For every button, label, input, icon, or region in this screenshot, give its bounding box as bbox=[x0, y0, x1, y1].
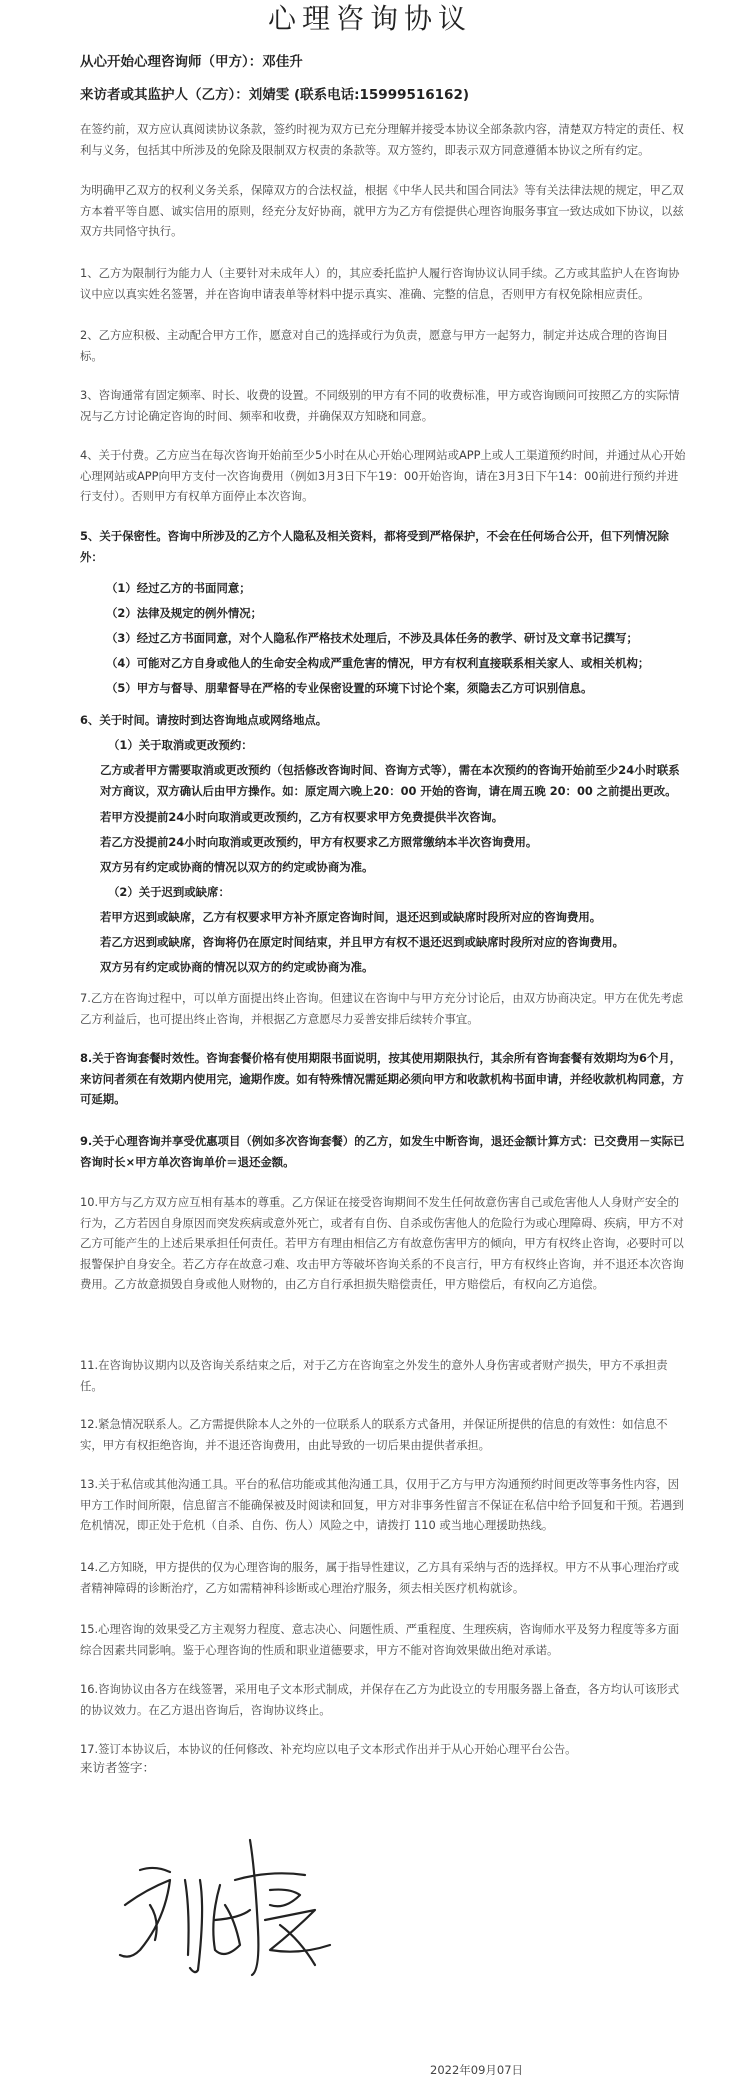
legal-basis-paragraph: 为明确甲乙双方的权利义务关系，保障双方的合法权益，根据《中华人民共和国合同法》等有关法律法规的规定，甲乙双方本着平等自愿、诚实信用的原则，经充分友好协商，就甲方为乙方有偿提供心理咨询服务事宜一致达成如下协议，以兹双方共同恪守执行。 bbox=[80, 183, 684, 238]
signing-date: 2022年09月07日 bbox=[430, 2063, 524, 2077]
document-title: 心理咨询协议 bbox=[267, 2, 472, 35]
clause-6-time: 6、关于时间。请按时到达咨询地点或网络地点。 bbox=[80, 713, 328, 727]
clause-2: 2、乙方应积极、主动配合甲方工作，愿意对自己的选择或行为负责，愿意与甲方一起努力，制定并达成合理的咨询目标。 bbox=[80, 328, 669, 363]
clause-1: 1、乙方为限制行为能力人（主要针对未成年人）的，其应委托监护人履行咨询协议认同手续。乙方或其监护人在咨询协议中应以真实姓名签署，并在咨询申请表单等材料中提示真实、准确、完整的信息，否则甲方有权免除相应责任。 bbox=[80, 266, 680, 301]
clause-12: 12.紧急情况联系人。乙方需提供除本人之外的一位联系人的联系方式备用，并保证所提供的信息的有效性：如信息不实，甲方有权拒绝咨询，并不退还咨询费用，由此导致的一切后果由提供者承担。 bbox=[80, 1417, 668, 1452]
clause-7: 7.乙方在咨询过程中，可以单方面提出终止咨询。但建议在咨询中与甲方充分讨论后，由双方协商决定。甲方在优先考虑乙方利益后，也可提出终止咨询，并根据乙方意愿尽力妥善安排后续转介事宜。 bbox=[80, 991, 684, 1026]
confidentiality-exception: （1）经过乙方的书面同意； bbox=[106, 581, 251, 595]
clause-10: 10.甲方与乙方双方应互相有基本的尊重。乙方保证在接受咨询期间不发生任何故意伤害自己或危害他人人身财产安全的行为，乙方若因自身原因而突发疾病或意外死亡，或者有自伤、自杀或伤害他人的危险行为或心理障碍、疾病，甲方不对乙方可能产生的上述后果承担任何责任。若甲方有理由相信乙方有故意伤害甲方的倾向，甲方有权终止咨询，必要时可以报警保护自身安全。若乙方存在故意刁难、攻击甲方等破坏咨询关系的不良言行，甲方有权终止咨询，并不退还本次咨询费用。乙方故意损毁自身或他人财物的，由乙方自行承担损失赔偿责任，甲方赔偿后，有权向乙方追偿。 bbox=[80, 1195, 684, 1291]
cancel-rule-item: 双方另有约定或协商的情况以双方的约定或协商为准。 bbox=[100, 860, 374, 874]
late-rule-item: 若乙方迟到或缺席，咨询将仍在原定时间结束，并且甲方有权不退还迟到或缺席时段所对应的咨询费用。 bbox=[100, 935, 624, 949]
clause-16: 16.咨询协议由各方在线签署，采用电子文本形式制成，并保存在乙方为此设立的专用服务器上备查，各方均认可该形式的协议效力。在乙方退出咨询后，咨询协议终止。 bbox=[80, 1682, 680, 1717]
clause-11: 11.在咨询协议期内以及咨询关系结束之后，对于乙方在咨询室之外发生的意外人身伤害或者财产损失，甲方不承担责任。 bbox=[80, 1358, 668, 1393]
cancel-rule-main: 乙方或者甲方需要取消或更改预约（包括修改咨询时间、咨询方式等），需在本次预约的咨询开始前至少24小时联系对方商议，双方确认后由甲方操作。如：原定周六晚上20：00 开始的咨询，请在周五晚 20：00 之前提出更改。 bbox=[100, 763, 680, 798]
handwritten-signature bbox=[100, 1810, 360, 1980]
confidentiality-exception: （2）法律及规定的例外情况； bbox=[106, 606, 263, 620]
clause-8: 8.关于咨询套餐时效性。咨询套餐价格有使用期限书面说明，按其使用期限执行，其余所有咨询套餐有效期均为6个月，来访问者须在有效期内使用完，逾期作废。如有特殊情况需延期必须向甲方和收款机构书面申请，并经收款机构同意，方可延期。 bbox=[80, 1051, 684, 1106]
late-rule-heading: （2）关于迟到或缺席： bbox=[108, 885, 230, 899]
confidentiality-exception: （4）可能对乙方自身或他人的生命安全构成严重危害的情况，甲方有权利直接联系相关家人、或相关机构； bbox=[106, 656, 650, 670]
confidentiality-exception: （3）经过乙方书面同意，对个人隐私作严格技术处理后，不涉及具体任务的教学、研讨及文章书记撰写； bbox=[106, 631, 638, 645]
clause-4-payment: 4、关于付费。乙方应当在每次咨询开始前至少5小时在从心开始心理网站或APP上或人工渠道预约时间，并通过从心开始心理网站或APP向甲方支付一次咨询费用（例如3月3日下午19：00开始咨询，请在3月3日下午14：00前进行预约并进行支付）。否则甲方有权单方面停止本次咨询。 bbox=[80, 448, 686, 503]
late-rule-item: 若甲方迟到或缺席，乙方有权要求甲方补齐原定咨询时间，退还迟到或缺席时段所对应的咨询费用。 bbox=[100, 910, 602, 924]
clause-14: 14.乙方知晓，甲方提供的仅为心理咨询的服务，属于指导性建议，乙方具有采纳与否的选择权。甲方不从事心理治疗或者精神障碍的诊断治疗，乙方如需精神科诊断或心理治疗服务，须去相关医疗机构就诊。 bbox=[80, 1560, 680, 1595]
clause-17: 17.签订本协议后，本协议的任何修改、补充均应以电子文本形式作出并于从心开始心理平台公告。 bbox=[80, 1742, 577, 1756]
clause-5-confidentiality: 5、关于保密性。咨询中所涉及的乙方个人隐私及相关资料，都将受到严格保护，不会在任何场合公开，但下列情况除外： bbox=[80, 529, 669, 564]
confidentiality-exception: （5）甲方与督导、朋辈督导在严格的专业保密设置的环境下讨论个案，须隐去乙方可识别信息。 bbox=[106, 681, 593, 695]
clause-13: 13.关于私信或其他沟通工具。平台的私信功能或其他沟通工具，仅用于乙方与甲方沟通预约时间更改等事务性内容，因甲方工作时间所限，信息留言不能确保被及时阅读和回复，甲方对非事务性留言不保证在私信中给予回复和干预。若遇到危机情况，即正处于危机（自杀、自伤、伤人）风险之中，请拨打 110 或当地心理援助热线。 bbox=[80, 1477, 684, 1532]
clause-9: 9.关于心理咨询并享受优惠项目（例如多次咨询套餐）的乙方，如发生中断咨询，退还金额计算方式：已交费用－实际已咨询时长×甲方单次咨询单价＝退还金额。 bbox=[80, 1134, 685, 1169]
cancel-rule-heading: （1）关于取消或更改预约： bbox=[108, 738, 253, 752]
signature-label: 来访者签字： bbox=[80, 1760, 156, 1775]
preamble-paragraph: 在签约前，双方应认真阅读协议条款，签约时视为双方已充分理解并接受本协议全部条款内容，清楚双方特定的责任、权利与义务，包括其中所涉及的免除及限制双方权责的条款等。双方签约，即表示双方同意遵循本协议之所有约定。 bbox=[80, 122, 684, 157]
late-rule-item: 双方另有约定或协商的情况以双方的约定或协商为准。 bbox=[100, 960, 374, 974]
party-b-line: 来访者或其监护人（乙方）：刘婧雯 (联系电话:15999516162) bbox=[80, 87, 470, 103]
cancel-rule-item: 若乙方没提前24小时向取消或更改预约，甲方有权要求乙方照常缴纳本半次咨询费用。 bbox=[100, 835, 538, 849]
clause-3: 3、咨询通常有固定频率、时长、收费的设置。不同级别的甲方有不同的收费标准，甲方或咨询顾问可按照乙方的实际情况与乙方讨论确定咨询的时间、频率和收费，并确保双方知晓和同意。 bbox=[80, 388, 680, 423]
party-a-line: 从心开始心理咨询师（甲方）：邓佳升 bbox=[80, 54, 303, 70]
cancel-rule-item: 若甲方没提前24小时向取消或更改预约，乙方有权要求甲方免费提供半次咨询。 bbox=[100, 810, 504, 824]
clause-15: 15.心理咨询的效果受乙方主观努力程度、意志决心、问题性质、严重程度、生理疾病，咨询师水平及努力程度等多方面综合因素共同影响。鉴于心理咨询的性质和职业道德要求，甲方不能对咨询效果做出绝对承诺。 bbox=[80, 1622, 680, 1657]
